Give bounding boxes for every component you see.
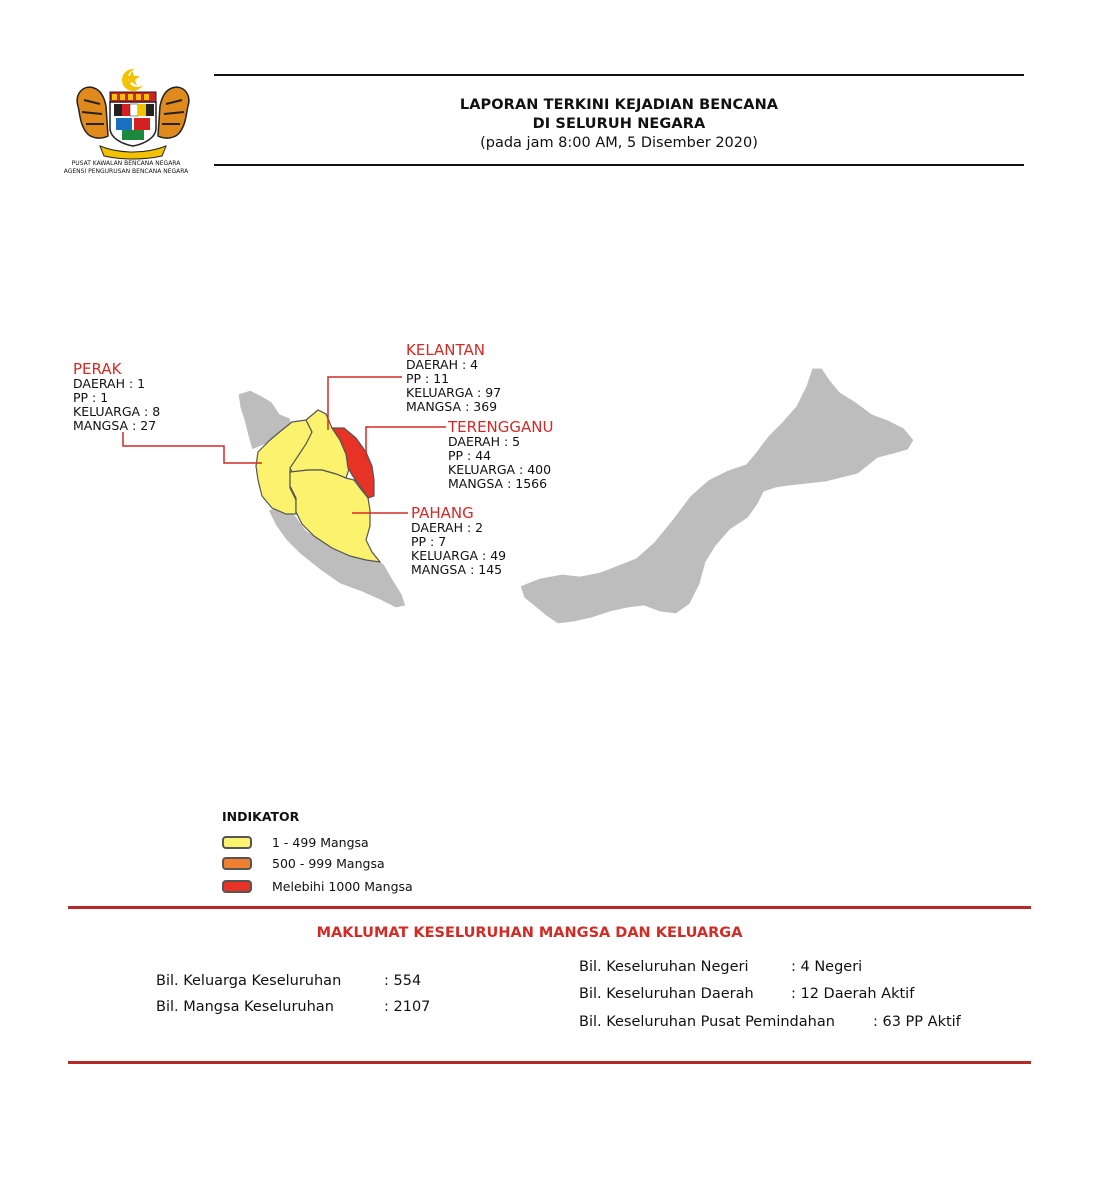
summary-mangsa-value: : 2107 — [384, 999, 431, 1015]
legend-label-red: Melebihi 1000 Mangsa — [272, 879, 413, 894]
legend-swatch-yellow — [222, 836, 252, 849]
terengganu-mangsa: MANGSA : 1566 — [448, 476, 548, 491]
summary-keluarga-value: : 554 — [384, 973, 422, 989]
pahang-keluarga: KELUARGA : 49 — [411, 548, 507, 563]
summary-pp-value: : 63 PP Aktif — [873, 1014, 961, 1030]
title-line-2: DI SELURUH NEGARA — [532, 116, 706, 132]
kelantan-daerah: DAERAH : 4 — [406, 357, 479, 372]
summary-top-rule — [68, 906, 1031, 909]
pahang-daerah: DAERAH : 2 — [411, 520, 484, 535]
legend-title: INDIKATOR — [222, 809, 300, 824]
title-line-1: LAPORAN TERKINI KEJADIAN BENCANA — [459, 97, 779, 113]
callout-pahang — [411, 505, 506, 577]
map-borneo — [520, 368, 914, 624]
summary-mangsa-label: Bil. Mangsa Keseluruhan — [156, 999, 334, 1015]
legend-swatch-orange — [222, 857, 252, 870]
report-timestamp: (pada jam 8:00 AM, 5 Disember 2020) — [480, 135, 758, 151]
kelantan-pp: PP : 11 — [406, 371, 450, 386]
callout-kelantan — [406, 342, 501, 414]
state-name-terengganu: TERENGGANU — [448, 418, 554, 436]
legend-swatch-red — [222, 880, 252, 893]
terengganu-keluarga: KELUARGA : 400 — [448, 462, 552, 477]
summary-keluarga-label: Bil. Keluarga Keseluruhan — [156, 973, 342, 989]
state-name-perak: PERAK — [73, 360, 122, 378]
agency-line-2: AGENSI PENGURUSAN BENCANA NEGARA — [63, 167, 189, 175]
summary-negeri-value: : 4 Negeri — [791, 959, 863, 975]
perak-pp: PP : 1 — [73, 390, 109, 405]
state-name-pahang: PAHANG — [411, 504, 474, 522]
kelantan-mangsa: MANGSA : 369 — [406, 399, 498, 414]
callout-perak — [73, 361, 160, 433]
leader-line-perak — [123, 432, 262, 463]
kelantan-keluarga: KELUARGA : 97 — [406, 385, 502, 400]
agency-line-1: PUSAT KAWALAN BENCANA NEGARA — [71, 160, 181, 167]
summary-pp-label: Bil. Keseluruhan Pusat Pemindahan — [579, 1014, 835, 1030]
leader-line-terengganu — [366, 427, 446, 460]
callout-terengganu — [448, 419, 553, 491]
terengganu-daerah: DAERAH : 5 — [448, 434, 521, 449]
legend-label-orange: 500 - 999 Mangsa — [272, 856, 385, 871]
perak-keluarga: KELUARGA : 8 — [73, 404, 161, 419]
leader-line-kelantan — [328, 377, 402, 430]
summary-negeri-label: Bil. Keseluruhan Negeri — [579, 959, 749, 975]
summary-daerah-value: : 12 Daerah Aktif — [791, 986, 915, 1002]
pahang-pp: PP : 7 — [411, 534, 447, 549]
terengganu-pp: PP : 44 — [448, 448, 492, 463]
summary-title: MAKLUMAT KESELURUHAN MANGSA DAN KELUARGA — [316, 925, 743, 941]
perak-daerah: DAERAH : 1 — [73, 376, 146, 391]
pahang-mangsa: MANGSA : 145 — [411, 562, 503, 577]
legend-label-yellow: 1 - 499 Mangsa — [272, 835, 369, 850]
state-name-kelantan: KELANTAN — [406, 341, 485, 359]
perak-mangsa: MANGSA : 27 — [73, 418, 157, 433]
summary-daerah-label: Bil. Keseluruhan Daerah — [579, 986, 754, 1002]
summary-bottom-rule — [68, 1061, 1031, 1064]
